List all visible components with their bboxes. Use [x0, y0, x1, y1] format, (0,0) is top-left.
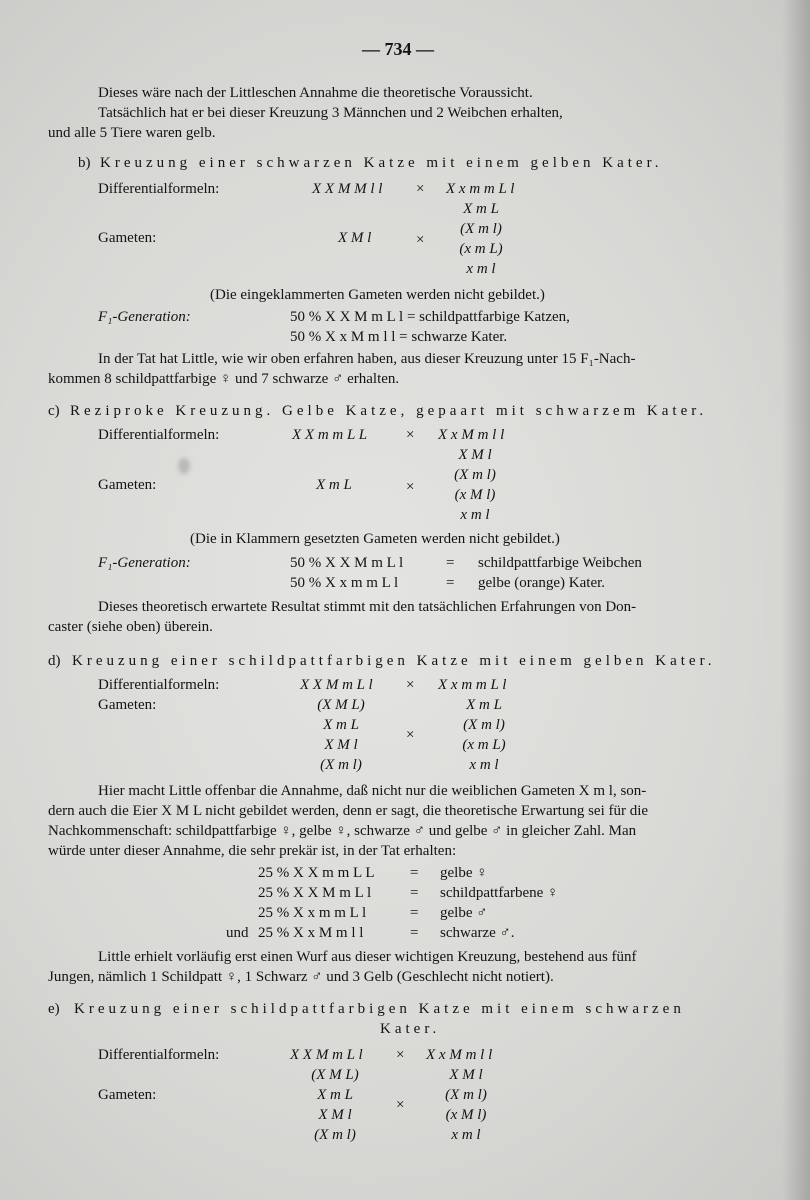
section-d-gamete-left-2: X m L	[323, 717, 359, 733]
section-d-result-3-desc: gelbe ♂	[440, 905, 488, 921]
section-b-f1-row-1: 50 % X X M m L l = schildpattfarbige Katzen,	[290, 309, 570, 325]
section-c-times-2: ×	[406, 479, 415, 495]
section-e-formula-right: X x M m l l	[426, 1047, 493, 1063]
section-b-gamete-right-3: (x m L)	[459, 241, 503, 257]
section-b-gametes-label: Gameten:	[98, 230, 157, 246]
section-c-note: (Die in Klammern gesetzten Gameten werden nicht gebildet.)	[190, 531, 560, 547]
section-d-result-4-pre: und	[226, 925, 249, 941]
section-c-gamete-right-4: x m l	[460, 507, 490, 523]
section-d-gamete-left-4: (X m l)	[320, 757, 362, 773]
section-b-formula-left: X X M M l l	[312, 181, 383, 197]
section-d-result-2-pct: 25 % X X M m L l	[258, 885, 372, 901]
section-d-result-4-pct: 25 % X x M m l l	[258, 925, 364, 941]
section-b-text-1: In der Tat hat Little, wie wir oben erfahren haben, aus dieser Kreuzung unter 15 F₁-Nach-	[98, 351, 636, 367]
section-e-gamete-right-1: X M l	[449, 1067, 483, 1083]
section-c-gamete-left: X m L	[316, 477, 352, 493]
section-e-gamete-left-3: X M l	[318, 1107, 352, 1123]
section-e-heading: Kreuzung einer schildpattfarbigen Katze mit einem schwarzen	[74, 1001, 685, 1017]
section-d-gamete-right-1: X m L	[466, 697, 502, 713]
paper-stain	[178, 458, 190, 474]
section-d-result-2-desc: schildpattfarbene ♀	[440, 885, 559, 901]
page-number: — 734 —	[362, 39, 434, 59]
section-c-f1-row-1-pct: 50 % X X M m L l	[290, 555, 404, 571]
section-d-times-2: ×	[406, 727, 415, 743]
section-d-formula-right: X x m m L l	[438, 677, 507, 693]
section-c-f1-row-1-eq: =	[446, 555, 455, 571]
section-d-text-4: würde unter dieser Annahme, die sehr prekär ist, in der Tat erhalten:	[48, 843, 457, 859]
section-b-f1-row-2: 50 % X x M m l l = schwarze Kater.	[290, 329, 508, 345]
section-c-formula-left: X X m m L L	[292, 427, 368, 443]
section-c-f1-row-2-desc: gelbe (orange) Kater.	[478, 575, 606, 591]
section-d-prefix: d)	[48, 653, 61, 669]
section-b-gamete-right-2: (X m l)	[460, 221, 502, 237]
section-c-text-2: caster (siehe oben) überein.	[48, 619, 213, 635]
section-d-gametes-label: Gameten:	[98, 697, 157, 713]
section-b-formula-right: X x m m L l	[446, 181, 515, 197]
section-e-times-1: ×	[396, 1047, 405, 1063]
section-c-prefix: c)	[48, 403, 60, 419]
section-d-result-2-eq: =	[410, 885, 419, 901]
section-e-diff-label: Differentialformeln:	[98, 1047, 220, 1063]
section-c-gamete-right-1: X M l	[458, 447, 492, 463]
section-d-gamete-right-3: (x m L)	[462, 737, 506, 753]
section-c-gametes-label: Gameten:	[98, 477, 157, 493]
section-b-times-2: ×	[416, 232, 425, 248]
section-b-times-1: ×	[416, 181, 425, 197]
section-c-times-1: ×	[406, 427, 415, 443]
intro-line-2: Tatsächlich hat er bei dieser Kreuzung 3 Männchen und 2 Weibchen erhalten,	[98, 105, 563, 121]
intro-line-1: Dieses wäre nach der Littleschen Annahme die theoretische Voraussicht.	[98, 85, 533, 101]
section-d-result-3-pct: 25 % X x m m L l	[258, 905, 367, 921]
section-e-gamete-right-3: (x M l)	[445, 1107, 487, 1123]
section-e-heading-2: Kater.	[380, 1021, 441, 1037]
section-d-gamete-left-3: X M l	[324, 737, 358, 753]
section-d-result-3-eq: =	[410, 905, 419, 921]
section-e-formula-left: X X M m L l	[290, 1047, 363, 1063]
section-d-result-1-eq: =	[410, 865, 419, 881]
section-d-result-1-pct: 25 % X X m m L L	[258, 865, 375, 881]
section-c-f1-row-2-pct: 50 % X x m m L l	[290, 575, 399, 591]
section-c-gamete-right-2: (X m l)	[454, 467, 496, 483]
section-d-result-4-eq: =	[410, 925, 419, 941]
section-c-gamete-right-3: (x M l)	[454, 487, 496, 503]
section-d-heading: Kreuzung einer schildpattfarbigen Katze mit einem gelben Kater.	[72, 653, 716, 669]
section-b-gamete-right-4: x m l	[466, 261, 496, 277]
section-e-gamete-left-2: X m L	[317, 1087, 353, 1103]
section-d-gamete-right-4: x m l	[469, 757, 499, 773]
section-c-heading: Reziproke Kreuzung. Gelbe Katze, gepaart mit schwarzem Kater.	[70, 403, 708, 419]
section-d-formula-left: X X M m L l	[300, 677, 373, 693]
section-d-text2-1: Little erhielt vorläufig erst einen Wurf aus dieser wichtigen Kreuzung, bestehend aus fünf	[98, 949, 637, 965]
section-d-gamete-right-2: (X m l)	[463, 717, 505, 733]
section-b-heading: Kreuzung einer schwarzen Katze mit einem gelben Kater.	[100, 155, 663, 171]
section-c-f1-label: F₁-Generation:	[98, 555, 191, 571]
section-b-note: (Die eingeklammerten Gameten werden nicht gebildet.)	[210, 287, 545, 303]
section-d-text-1: Hier macht Little offenbar die Annahme, daß nicht nur die weiblichen Gameten X m l, son-	[98, 783, 647, 799]
section-e-gamete-right-2: (X m l)	[445, 1087, 487, 1103]
section-c-text-1: Dieses theoretisch erwartete Resultat stimmt mit den tatsächlichen Erfahrungen von Don-	[98, 599, 637, 615]
section-e-gamete-left-1: (X M L)	[311, 1067, 359, 1083]
section-d-times-1: ×	[406, 677, 415, 693]
section-b-diff-label: Differentialformeln:	[98, 181, 220, 197]
section-d-diff-label: Differentialformeln:	[98, 677, 220, 693]
section-d-gamete-left-1: (X M L)	[317, 697, 365, 713]
section-d-result-1-desc: gelbe ♀	[440, 865, 488, 881]
section-e-gamete-left-4: (X m l)	[314, 1127, 356, 1143]
section-c-f1-row-1-desc: schildpattfarbige Weibchen	[478, 555, 642, 571]
section-d-result-4-desc: schwarze ♂.	[440, 925, 515, 941]
section-e-gamete-right-4: x m l	[451, 1127, 481, 1143]
section-d-text2-2: Jungen, nämlich 1 Schildpatt ♀, 1 Schwarz ♂ und 3 Gelb (Geschlecht nicht notiert).	[48, 969, 554, 985]
section-c-formula-right: X x M m l l	[438, 427, 505, 443]
section-b-f1-label: F₁-Generation:	[98, 309, 191, 325]
section-e-prefix: e)	[48, 1001, 60, 1017]
section-e-gametes-label: Gameten:	[98, 1087, 157, 1103]
section-c-f1-row-2-eq: =	[446, 575, 455, 591]
section-b-gamete-right-1: X m L	[463, 201, 499, 217]
section-d-text-3: Nachkommenschaft: schildpattfarbige ♀, gelbe ♀, schwarze ♂ und gelbe ♂ in gleicher Zahl. Man	[48, 823, 637, 839]
section-c-diff-label: Differentialformeln:	[98, 427, 220, 443]
page-shadow	[782, 0, 810, 1200]
section-b-prefix: b)	[78, 155, 91, 171]
section-b-gamete-left: X M l	[338, 230, 372, 246]
intro-line-3: und alle 5 Tiere waren gelb.	[48, 125, 216, 141]
section-d-text-2: dern auch die Eier X M L nicht gebildet werden, denn er sagt, die theoretische Erwartung sei für die	[48, 803, 649, 819]
section-e-times-2: ×	[396, 1097, 405, 1113]
section-b-text-2: kommen 8 schildpattfarbige ♀ und 7 schwarze ♂ erhalten.	[48, 371, 400, 387]
